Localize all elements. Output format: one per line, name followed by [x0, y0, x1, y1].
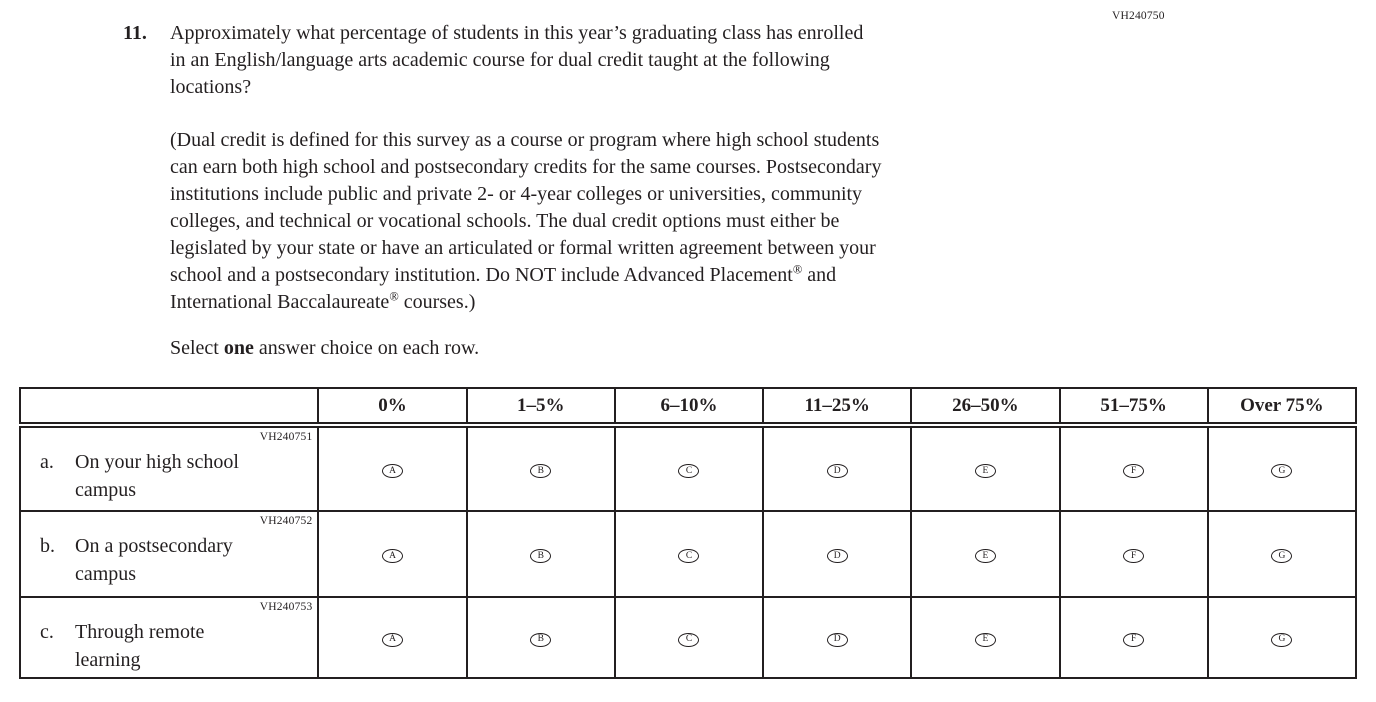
item-code: VH240751: [259, 431, 313, 443]
answer-bubble-g[interactable]: G: [1271, 549, 1292, 563]
header-row: [20, 388, 1356, 425]
column-header-26-50pct: 26–50%: [911, 388, 1059, 425]
row-label-line: On your high school: [75, 451, 239, 473]
note-line: can earn both high school and postsecondary credits for the same courses. Postsecondary: [170, 156, 882, 178]
question-text-line: locations?: [170, 76, 252, 98]
table-row-a: [20, 425, 1356, 511]
note-line: (Dual credit is defined for this survey as a course or program where high school students: [170, 129, 880, 151]
option-cell: [1060, 425, 1208, 511]
option-cell: [615, 425, 763, 511]
question-text-line: in an English/language arts academic course for dual credit taught at the following: [170, 49, 830, 71]
row-label-cell: [20, 597, 318, 678]
answer-grid-table: [19, 387, 1357, 679]
question-code: VH240750: [1112, 10, 1165, 22]
column-header-11-25pct: 11–25%: [763, 388, 911, 425]
row-label: [21, 532, 317, 588]
answer-bubble-d[interactable]: D: [827, 464, 848, 478]
answer-bubble-a[interactable]: A: [382, 549, 403, 563]
option-cell: [467, 511, 615, 597]
option-cell: [911, 511, 1059, 597]
answer-bubble-d[interactable]: D: [827, 633, 848, 647]
row-letter: a.: [40, 451, 54, 473]
item-code: VH240752: [259, 515, 313, 527]
row-label-line: campus: [75, 479, 137, 501]
column-header-0pct: 0%: [318, 388, 466, 425]
answer-bubble-b[interactable]: B: [530, 633, 551, 647]
answer-bubble-c[interactable]: C: [678, 464, 699, 478]
table-row-b: [20, 511, 1356, 597]
row-label-line: campus: [75, 563, 137, 585]
answer-bubble-a[interactable]: A: [382, 633, 403, 647]
option-cell: [911, 597, 1059, 678]
answer-bubble-b[interactable]: B: [530, 549, 551, 563]
question-number: 11.: [123, 22, 147, 44]
row-letter: b.: [40, 535, 55, 557]
option-cell: [318, 597, 466, 678]
option-cell: [911, 425, 1059, 511]
note-line: institutions include public and private 2- or 4-year colleges or universities, community: [170, 183, 863, 205]
answer-bubble-e[interactable]: E: [975, 549, 996, 563]
instruction-text: Select one answer choice on each row.: [170, 337, 480, 359]
option-cell: [1208, 597, 1356, 678]
column-header-6-10pct: 6–10%: [615, 388, 763, 425]
option-cell: [318, 511, 466, 597]
option-cell: [1060, 511, 1208, 597]
option-cell: [615, 511, 763, 597]
row-label: [21, 448, 317, 504]
column-header-over-75pct: Over 75%: [1208, 388, 1356, 425]
note-line: colleges, and technical or vocational schools. The dual credit options must either be: [170, 210, 840, 232]
note-line: school and a postsecondary institution. Do NOT include Advanced Placement® and: [170, 262, 837, 286]
answer-bubble-e[interactable]: E: [975, 464, 996, 478]
option-cell: [763, 425, 911, 511]
option-cell: [1208, 511, 1356, 597]
answer-bubble-e[interactable]: E: [975, 633, 996, 647]
option-cell: [1208, 425, 1356, 511]
column-header-1-5pct: 1–5%: [467, 388, 615, 425]
answer-bubble-a[interactable]: A: [382, 464, 403, 478]
row-label: [21, 618, 317, 674]
option-cell: [763, 511, 911, 597]
answer-bubble-f[interactable]: F: [1123, 464, 1144, 478]
item-code: VH240753: [259, 601, 313, 613]
option-cell: [467, 597, 615, 678]
table-row-c: [20, 597, 1356, 678]
answer-bubble-c[interactable]: C: [678, 633, 699, 647]
answer-bubble-g[interactable]: G: [1271, 464, 1292, 478]
option-cell: [763, 597, 911, 678]
option-cell: [318, 425, 466, 511]
question-text-line: Approximately what percentage of students in this year’s graduating class has enrolled: [170, 22, 864, 44]
row-label-line: Through remote: [75, 621, 205, 643]
question-text: [170, 20, 1123, 101]
column-header-51-75pct: 51–75%: [1060, 388, 1208, 425]
row-label-line: learning: [75, 649, 141, 671]
row-label-cell: [20, 511, 318, 597]
note-line: legislated by your state or have an articulated or formal written agreement between your: [170, 237, 876, 259]
note-line: International Baccalaureate® courses.): [170, 289, 476, 313]
answer-bubble-g[interactable]: G: [1271, 633, 1292, 647]
answer-bubble-f[interactable]: F: [1123, 633, 1144, 647]
answer-bubble-d[interactable]: D: [827, 549, 848, 563]
answer-bubble-b[interactable]: B: [530, 464, 551, 478]
option-cell: [615, 597, 763, 678]
question-block: [123, 20, 1123, 362]
row-letter: c.: [40, 621, 54, 643]
row-label-line: On a postsecondary: [75, 535, 233, 557]
option-cell: [467, 425, 615, 511]
answer-bubble-f[interactable]: F: [1123, 549, 1144, 563]
option-cell: [1060, 597, 1208, 678]
row-label-cell: [20, 425, 318, 511]
answer-bubble-c[interactable]: C: [678, 549, 699, 563]
header-empty-cell: [20, 388, 318, 425]
dual-credit-note: [170, 127, 1123, 316]
